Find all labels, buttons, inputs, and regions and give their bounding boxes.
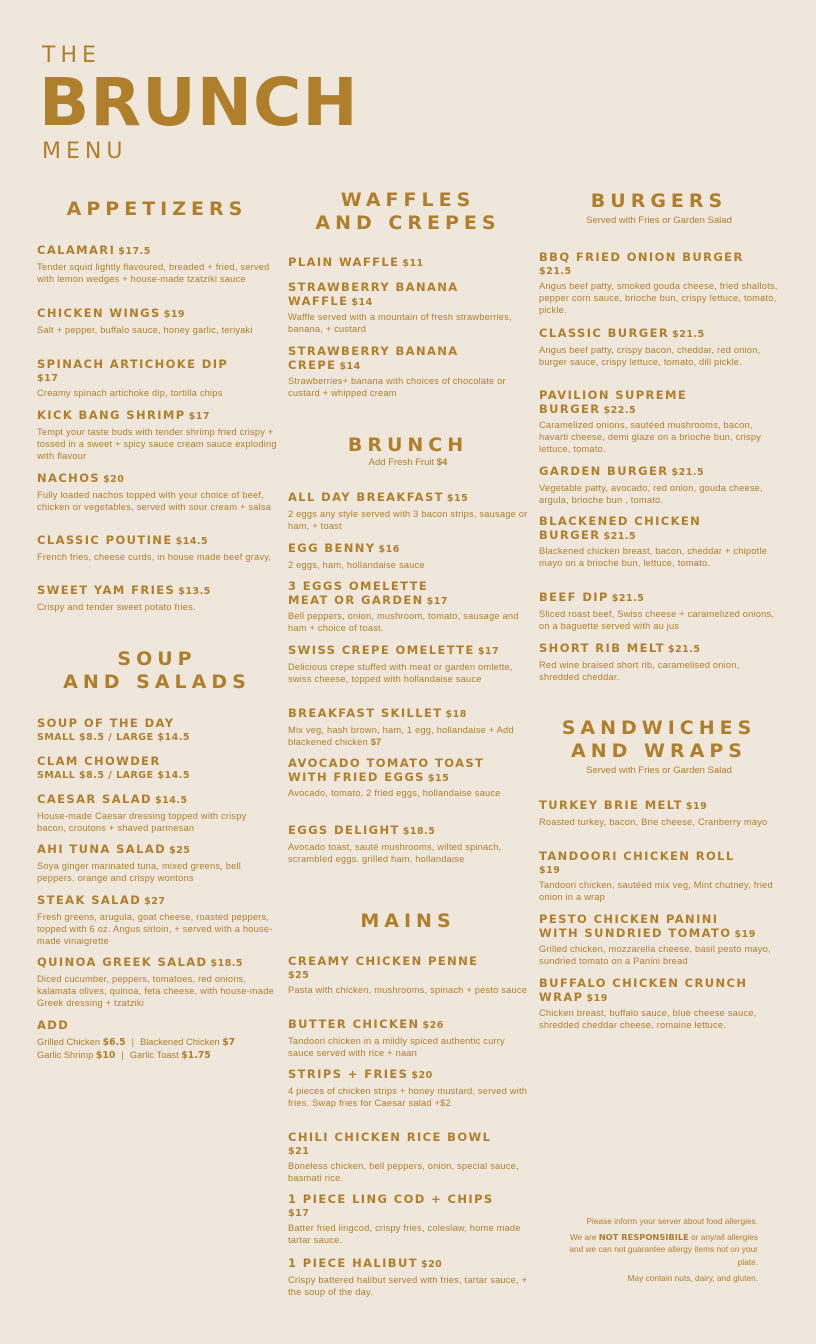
burgers-title: BURGERS	[590, 190, 728, 212]
menu-item	[288, 824, 528, 865]
menu-item	[539, 913, 779, 967]
item-name: CLAM CHOWDER	[37, 754, 161, 768]
item-price: $11	[402, 258, 424, 269]
item-name: PAVILION SUPREME	[539, 388, 688, 402]
item-price: $18.5	[210, 958, 244, 969]
item-name: CALAMARI	[37, 243, 116, 257]
item-name: BURGER	[539, 527, 601, 542]
item-name: WITH SUNDRIED TOMATO	[539, 925, 732, 940]
item-name: EGGS DELIGHT	[288, 823, 400, 837]
add-row-2	[37, 1049, 277, 1062]
waffles-title-line2: AND CREPES	[315, 212, 501, 234]
item-price: $21	[288, 1145, 310, 1157]
menu-item	[539, 642, 779, 683]
add-option: Garlic Toast	[129, 1049, 179, 1060]
menu-title	[39, 43, 359, 164]
menu-item	[37, 472, 277, 513]
item-name: 3 EGGS OMELETTE	[288, 579, 429, 593]
item-price: $19	[734, 928, 756, 940]
item-price: $19	[539, 864, 561, 876]
menu-item	[288, 1257, 528, 1298]
item-price: $19	[685, 801, 708, 812]
item-description: Angus beef patty, crispy bacon, cheddar, red onion, burger sauce, crispy lettuce, tomato, dill pickle.	[539, 344, 761, 367]
item-name: SPINACH ARTICHOKE DIP	[37, 357, 229, 371]
menu-item	[288, 757, 528, 799]
menu-item	[288, 1018, 528, 1059]
item-name: NACHOS	[37, 471, 101, 485]
item-price: $20	[411, 1070, 433, 1081]
menu-item	[288, 580, 528, 634]
item-description: Delicious crepe stuffed with meat or garden omlette, swiss cheese, topped with hollandaise sauce	[288, 661, 513, 684]
item-price: $20	[103, 474, 125, 485]
item-price: $17	[37, 372, 59, 384]
mains-title: MAINS	[360, 910, 456, 932]
item-price: $18	[445, 709, 467, 720]
item-price: $19	[586, 992, 608, 1004]
title-menu: MENU	[42, 139, 128, 164]
menu-item	[37, 956, 277, 1009]
item-name: BUTTER CHICKEN	[288, 1017, 420, 1031]
item-description-text: Mix veg, hash brown, ham, 1 egg, hollandaise + Add blackened chicken	[288, 724, 514, 747]
mains-header	[288, 910, 528, 933]
item-description: Soya ginger marinated tuna, mixed greens, bell peppers, orange and crispy wontons	[37, 860, 242, 883]
add-option: Grilled Chicken	[37, 1036, 101, 1047]
item-price: $17	[477, 646, 500, 657]
item-name: WITH FRIED EGGS	[288, 769, 425, 784]
menu-item	[37, 717, 277, 744]
menu-item	[288, 542, 528, 571]
item-description: Avocado, tomato, 2 fried eggs, hollandaise sauce	[288, 788, 501, 798]
add-price: $1.75	[181, 1049, 211, 1061]
item-description: Roasted turkey, bacon, Brie cheese, Cranberry mayo	[539, 816, 768, 827]
menu-item	[37, 793, 277, 834]
separator: |	[131, 1036, 135, 1047]
burgers-subtitle: Served with Fries or Garden Salad	[586, 215, 732, 226]
item-name: STRIPS + FRIES	[288, 1067, 409, 1081]
menu-item	[288, 491, 528, 532]
item-name: TURKEY BRIE MELT	[539, 798, 683, 812]
sandwiches-header	[539, 717, 779, 776]
soup-header	[37, 648, 277, 694]
item-description: Blackened chicken breast, bacon, cheddar + chipotle mayo on a brioche bun, lettuce, tomato.	[539, 546, 768, 568]
item-description: Creamy spinach artichoke dip, tortilla chips	[37, 387, 223, 398]
appetizers-header	[37, 198, 277, 221]
menu-item	[288, 644, 528, 685]
item-name: SWEET YAM FRIES	[37, 583, 176, 597]
allergy-emphasis: NOT RESPONSIBILE	[598, 1232, 689, 1243]
item-name: CLASSIC POUTINE	[37, 533, 173, 547]
brunch-title: BRUNCH	[347, 434, 469, 456]
item-description: French fries, cheese curds, in house made beef gravy,	[37, 551, 272, 562]
sandwiches-subtitle: Served with Fries or Garden Salad	[586, 765, 732, 776]
waffles-header	[288, 189, 528, 235]
menu-item	[37, 307, 277, 336]
item-price: $21.5	[671, 467, 705, 478]
item-description: Red wine braised short rib, caramelised onion, shredded cheddar.	[539, 659, 740, 682]
item-price: SMALL $8.5 / LARGE $14.5	[37, 731, 190, 743]
menu-item	[539, 465, 779, 506]
item-name: QUINOA GREEK SALAD	[37, 955, 208, 969]
item-price: $20	[420, 1259, 443, 1270]
item-description: Tempt your taste buds with tender shrimp fried crispy + tossed in a sweet + spicy sauce cream sauce exploding with flavour	[37, 426, 277, 461]
item-description: Avocado toast, sauté mushrooms, wilted spinach, scrambled eggs. grilled ham, hollandaise	[288, 841, 502, 864]
item-description: Salt + pepper, buffalo sauce, honey garlic, teriyaki	[37, 324, 253, 335]
allergy-line-2	[560, 1231, 758, 1268]
sandwiches-title-line1: SANDWICHES	[561, 717, 757, 739]
menu-item	[288, 707, 528, 748]
item-name: CHILI CHICKEN RICE BOWL	[288, 1130, 492, 1144]
add-price: $10	[95, 1049, 116, 1061]
item-description: Fully loaded nachos topped with your choice of beef, chicken or vegetables, served with sour cream + salsa	[37, 489, 272, 512]
allergy-text-c: or any/all allergies and we can not guarantee allergy items not on your plate.	[569, 1232, 758, 1267]
item-name: PESTO CHICKEN PANINI	[539, 912, 719, 926]
brunch-sub-text: Add Fresh Fruit	[368, 457, 435, 468]
menu-item	[37, 843, 277, 884]
item-price: $13.5	[178, 586, 211, 597]
allergy-line-1: Please inform your server about food allergies.	[586, 1216, 758, 1226]
item-description: Angus beef patty, smoked gouda cheese, fried shallots, pepper corn sauce, brioche bun, crispy lettuce, tomato, pickle.	[539, 280, 778, 315]
menu-item	[37, 244, 277, 285]
menu-item	[288, 281, 528, 335]
menu-item	[539, 515, 779, 569]
menu-item	[37, 584, 277, 613]
item-name: WRAP	[539, 989, 584, 1004]
appetizers-title: APPETIZERS	[66, 198, 248, 220]
item-description: Bell peppers, onion, mushroom, tomato, sausage and ham + choice of toast.	[288, 611, 519, 633]
item-description: Caramelized onions, sautéed mushrooms, bacon, havarti cheese, demi glaze on a brioche bun, crispy lettuce, tomato.	[539, 420, 762, 454]
menu-item	[539, 327, 779, 368]
item-name: 1 PIECE LING COD + CHIPS	[288, 1192, 494, 1206]
item-price: $17	[288, 1207, 310, 1219]
item-name: CHICKEN WINGS	[37, 306, 161, 320]
add-row-1	[37, 1036, 277, 1049]
item-description: 2 eggs, ham, hollandaise sauce	[288, 559, 425, 570]
add-option: Garlic Shrimp	[37, 1049, 94, 1060]
add-ons	[37, 1019, 277, 1062]
menu-item	[37, 894, 277, 947]
item-price: $25	[169, 845, 191, 856]
item-name: KICK BANG SHRIMP	[37, 408, 186, 422]
item-price: $14	[351, 296, 373, 308]
item-description: Tandoori chicken in a mildly spiced authentic curry sauce served with rice + naan	[288, 1035, 505, 1058]
brunch-header	[288, 434, 528, 468]
allergy-text-a: We are	[569, 1232, 597, 1243]
item-description: Vegetable patty, avocado, red onion, gouda cheese, argula, brioche bun , tomato.	[539, 482, 763, 505]
item-name: EGG BENNY	[288, 541, 376, 555]
item-price: SMALL $8.5 / LARGE $14.5	[37, 769, 190, 781]
item-name: AHI TUNA SALAD	[37, 842, 167, 856]
burgers-header	[539, 190, 779, 226]
item-name: SWISS CREPE OMELETTE	[288, 643, 475, 657]
sandwiches-title-line2: AND WRAPS	[571, 740, 747, 762]
soup-title-line2: AND SALADS	[63, 671, 251, 693]
item-name: STRAWBERRY BANANA	[288, 344, 459, 358]
item-name: CAESAR SALAD	[37, 792, 152, 806]
item-price: $17.5	[118, 246, 151, 257]
menu-item	[288, 955, 528, 996]
item-price: $22.5	[603, 404, 637, 416]
item-price: $21.5	[667, 644, 701, 655]
item-price: $19	[163, 309, 186, 320]
menu-item	[539, 799, 779, 828]
item-name: CREAMY CHICKEN PENNE	[288, 954, 479, 968]
item-price: $21.5	[611, 593, 645, 604]
menu-item	[37, 409, 277, 462]
item-name: ALL DAY BREAKFAST	[288, 490, 444, 504]
menu-item	[288, 345, 528, 399]
item-name: BLACKENED CHICKEN	[539, 514, 702, 528]
item-name: SOUP OF THE DAY	[37, 716, 175, 730]
item-price: $16	[378, 544, 400, 555]
item-description: Crispy and tender sweet potato fries.	[37, 601, 196, 612]
item-price: $14.5	[155, 795, 188, 806]
item-price: $27	[144, 896, 166, 907]
menu-item	[539, 591, 779, 632]
add-price: $7	[222, 1036, 236, 1048]
item-description: Tandoori chicken, sautéed mix veg, Mint chutney, fried onion in a wrap	[539, 879, 773, 902]
item-price: $15	[446, 493, 469, 504]
menu-item	[539, 251, 779, 316]
item-description: Pasta with chicken, mushrooms, spinach + pesto sauce	[288, 984, 528, 995]
item-name: GARDEN BURGER	[539, 464, 669, 478]
item-name: MEAT OR GARDEN	[288, 592, 424, 607]
title-the: THE	[42, 43, 101, 68]
item-name: WAFFLE	[288, 293, 349, 308]
menu-item	[288, 1068, 528, 1109]
item-name: BURGER	[539, 401, 601, 416]
item-name: STRAWBERRY BANANA	[288, 280, 459, 294]
item-price: $21.5	[539, 265, 572, 277]
brunch-sub-price: $4	[436, 457, 448, 468]
item-name: BEEF DIP	[539, 590, 609, 604]
item-description: House-made Caesar dressing topped with crispy bacon, croutons + shaved parmesan	[37, 810, 247, 833]
separator: |	[121, 1049, 124, 1060]
item-name: 1 PIECE HALIBUT	[288, 1256, 418, 1270]
item-description: Chicken breast, buffalo sauce, blue cheese sauce, shredded cheddar cheese, romaine lettuce.	[539, 1008, 757, 1030]
item-name: BREAKFAST SKILLET	[288, 706, 443, 720]
waffles-title-line1: WAFFLES	[340, 189, 476, 211]
item-price: $25	[288, 969, 310, 981]
add-option: Blackened Chicken	[140, 1036, 220, 1047]
brunch-subtitle	[288, 457, 528, 468]
title-brunch: BRUNCH	[39, 64, 359, 141]
item-description: Sliced roast beef, Swiss cheese + caramelized onions, on a baguette served with au jus	[539, 608, 775, 631]
item-name: AVOCADO TOMATO TOAST	[288, 756, 485, 770]
item-description: 2 eggs any style served with 3 bacon strips, sausage or ham, + toast	[288, 508, 528, 531]
menu-item	[288, 256, 528, 271]
item-description: Strawberries+ banana with choices of chocolate or custard + whipped cream	[288, 376, 506, 398]
menu-item	[37, 755, 277, 782]
item-price: $14.5	[175, 536, 209, 547]
menu-item	[37, 534, 277, 563]
item-name: CREPE	[288, 357, 337, 372]
item-price: $15	[427, 772, 450, 784]
allergy-notice	[560, 1215, 758, 1288]
item-description: Crispy battered halibut served with fries, tartar sauce, + the soup of the day.	[288, 1274, 528, 1297]
item-description: Grilled chicken, mozzarella cheese, basil pesto mayo, sundried tomato on a Panini bread	[539, 944, 771, 966]
item-description: Tender squid lightly flavoured, breaded + fried, served with lemon wedges + house-made tzatziki sauce	[37, 261, 270, 284]
menu-item	[539, 977, 779, 1031]
item-name: TANDOORI CHICKEN ROLL	[539, 849, 735, 863]
item-name: BBQ FRIED ONION BURGER	[539, 250, 744, 264]
item-price: $14	[339, 360, 361, 372]
item-description	[288, 724, 528, 748]
item-description-price: $7	[370, 736, 382, 747]
add-price: $6.5	[102, 1036, 126, 1048]
add-title: ADD	[37, 1018, 70, 1032]
menu-item	[288, 1131, 528, 1184]
item-description: Batter fried lingcod, crispy fries, coleslaw, home made tartar sauce.	[288, 1222, 521, 1245]
item-name: SHORT RIB MELT	[539, 641, 665, 655]
item-price: $21.5	[672, 329, 705, 340]
menu-item	[37, 358, 277, 399]
item-description: Boneless chicken, bell peppers, onion, special sauce, basmati rice.	[288, 1160, 519, 1183]
item-description: Fresh greens, arugula, goat cheese, roasted peppers, topped with 6 oz. Angus sirloin, + served with a house-made vinaigrette	[37, 911, 273, 946]
item-name: BUFFALO CHICKEN CRUNCH	[539, 976, 748, 990]
item-price: $21.5	[603, 530, 637, 542]
item-description: 4 pieces of chicken strips + honey mustard, served with fries. Swap fries for Caesar salad +$2	[288, 1085, 528, 1108]
item-price: $18.5	[402, 826, 436, 837]
menu-item	[288, 1193, 528, 1246]
item-name: PLAIN WAFFLE	[288, 255, 400, 269]
item-name: CLASSIC BURGER	[539, 326, 670, 340]
soup-title-line1: SOUP	[117, 648, 197, 670]
item-description: Waffle served with a mountain of fresh strawberries, banana, + custard	[288, 312, 512, 334]
item-price: $17	[426, 595, 448, 607]
item-description: Diced cucumber, peppers, tomatoes, red onions, kalamata olives, quinoa, feta cheese, with house-made Greek dressing + tzatziki	[37, 973, 274, 1008]
item-price: $26	[422, 1020, 444, 1031]
allergy-line-3: May contain nuts, dairy, and gluten.	[627, 1272, 758, 1283]
menu-item	[539, 389, 779, 455]
menu-item	[539, 850, 779, 903]
item-price: $17	[188, 411, 210, 422]
item-name: STEAK SALAD	[37, 893, 142, 907]
